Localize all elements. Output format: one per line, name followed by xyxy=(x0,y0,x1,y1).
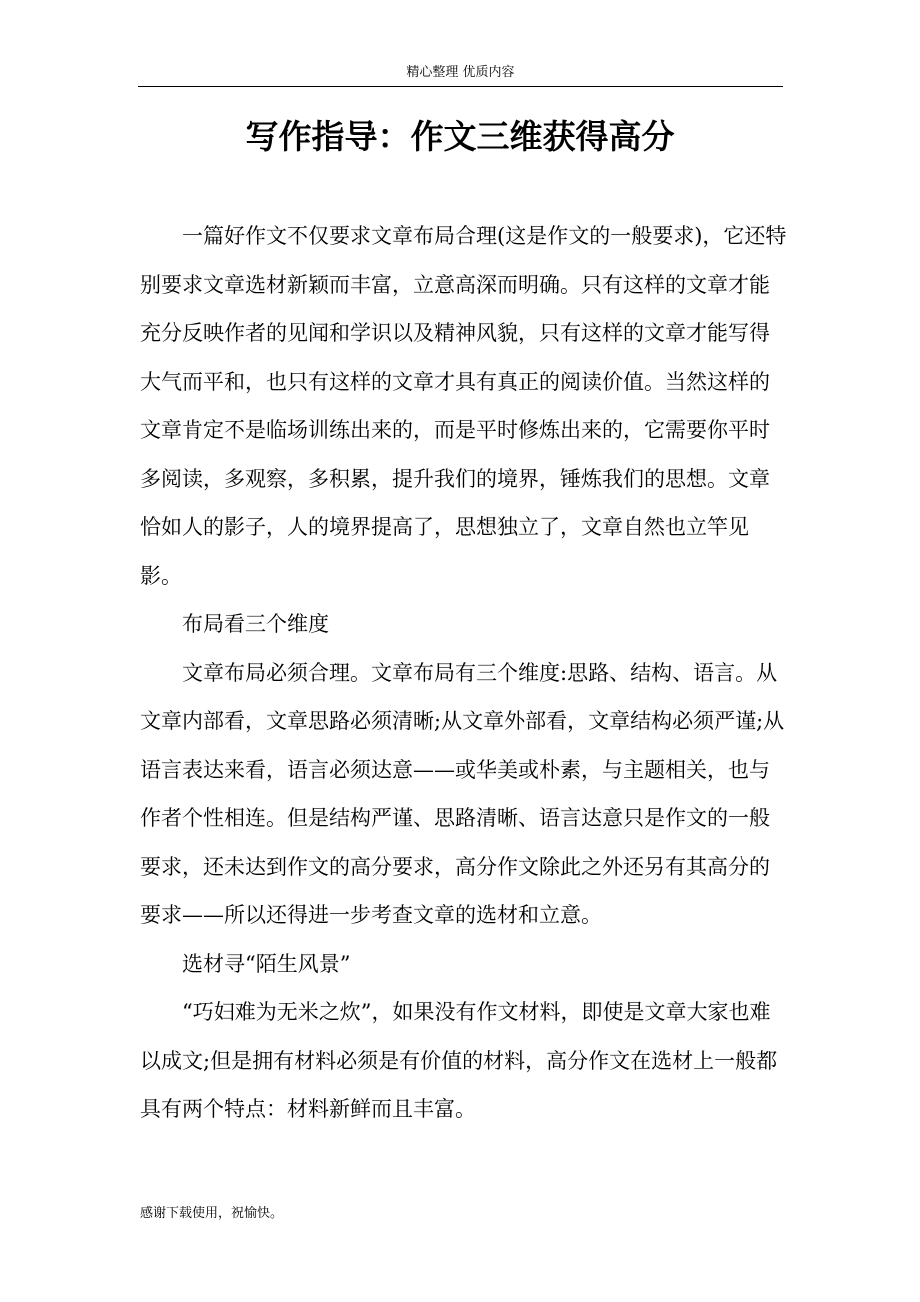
document-body xyxy=(140,212,790,1134)
page-footer: 感谢下载使用，祝愉快。 xyxy=(140,1206,284,1221)
document-title: 写作指导：作文三维获得高分 xyxy=(245,117,675,156)
paragraph-intro: 一篇好作文不仅要求文章布局合理(这是作文的一般要求)，它还特别要求文章选材新颖而丰富，立意高深而明确。只有这样的文章才能充分反映作者的见闻和学识以及精神风貌，只有这样的文章才能写得大气而平和，也只有这样的文章才具有真正的阅读价值。当然这样的文章肯定不是临场训练出来的，而是平时修炼出来的，它需要你平时多阅读，多观察，多积累，提升我们的境界，锤炼我们的思想。文章恰如人的影子，人的境界提高了，思想独立了，文章自然也立竿见影。 xyxy=(140,224,787,588)
section-heading-material: 选材寻“陌生风景” xyxy=(182,951,351,976)
paragraph-layout: 文章布局必须合理。文章布局有三个维度:思路、结构、语言。从文章内部看，文章思路必须清晰;从文章外部看，文章结构必须严谨;从语言表达来看，语言必须达意——或华美或朴素，与主题相关，也与作者个性相连。但是结构严谨、思路清晰、语言达意只是作文的一般要求，还未达到作文的高分要求，高分作文除此之外还另有其高分的要求——所以还得进一步考查文章的选材和立意。 xyxy=(140,660,785,927)
page-header: 精心整理 优质内容 xyxy=(138,62,783,87)
paragraph-material: “巧妇难为无米之炊”，如果没有作文材料，即使是文章大家也难以成文;但是拥有材料必须是有价值的材料，高分作文在选材上一般都具有两个特点：材料新鲜而且丰富。 xyxy=(140,1000,778,1121)
section-heading-layout: 布局看三个维度 xyxy=(182,612,329,636)
